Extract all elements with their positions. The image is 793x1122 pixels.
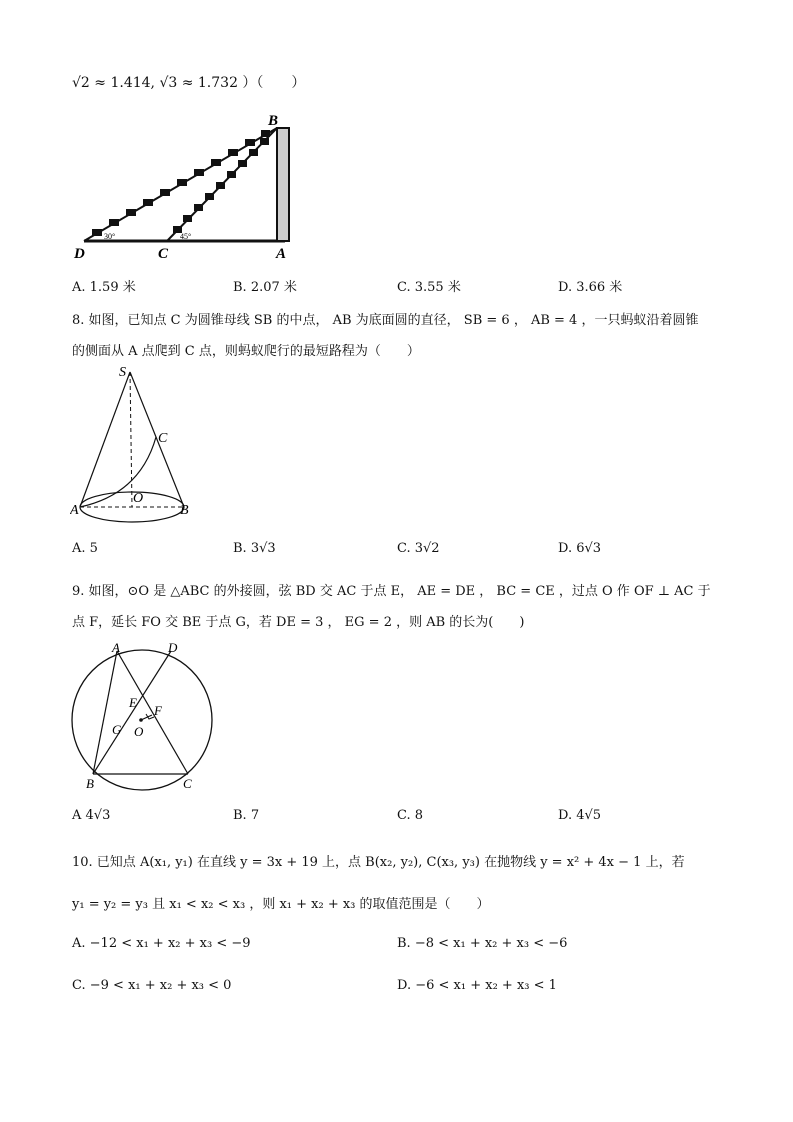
q8-label-A: A xyxy=(70,503,79,518)
q10-option-c: C. −9 < x₁ + x₂ + x₃ < 0 xyxy=(72,978,232,993)
q8-stem-line2: 的侧面从 A 点爬到 C 点，则蚂蚁爬行的最短路程为（ ） xyxy=(72,344,420,359)
q8-option-b: B. 3√3 xyxy=(233,541,276,556)
q7-option-a: A. 1.59 米 xyxy=(72,280,136,295)
q10-option-b: B. −8 < x₁ + x₂ + x₃ < −6 xyxy=(397,936,568,951)
q9-label-F: F xyxy=(154,703,162,718)
q9-label-A: A xyxy=(112,640,120,655)
q7-label-A: A xyxy=(276,246,287,262)
q9-circle-figure xyxy=(66,638,218,793)
q9-label-O: O xyxy=(134,724,144,739)
q8-option-c: C. 3√2 xyxy=(397,541,440,556)
q9-label-C: C xyxy=(183,776,192,791)
q8-label-B: B xyxy=(180,503,189,518)
q10-option-d: D. −6 < x₁ + x₂ + x₃ < 1 xyxy=(397,978,557,993)
q9-label-E: E xyxy=(129,695,137,710)
q8-label-O: O xyxy=(133,491,144,506)
q7-option-d: D. 3.66 米 xyxy=(558,280,623,295)
q7-label-B: B xyxy=(268,113,279,129)
q7-angle-30: 30° xyxy=(104,232,116,241)
q8-cone-figure xyxy=(70,362,200,527)
q8-stem-line1: 8. 如图，已知点 C 为圆锥母线 SB 的中点， AB 为底面圆的直径， SB = 6 ， AB = 4 ，一只蚂蚁沿着圆锥 xyxy=(72,313,699,328)
q9-stem-line1: 9. 如图，⊙O 是 △ABC 的外接圆，弦 BD 交 AC 于点 E， AE = DE ， BC = CE ，过点 O 作 OF ⊥ AC 于 xyxy=(72,584,711,599)
q7-label-C: C xyxy=(158,246,169,262)
q8-label-C: C xyxy=(158,431,168,446)
q9-label-B: B xyxy=(86,776,94,791)
q8-label-S: S xyxy=(119,365,126,380)
q10-option-a: A. −12 < x₁ + x₂ + x₃ < −9 xyxy=(72,936,251,951)
q8-option-d: D. 6√3 xyxy=(558,541,602,556)
q7-stairs-figure xyxy=(72,108,302,268)
q9-option-c: C. 8 xyxy=(397,808,424,823)
q7-option-c: C. 3.55 米 xyxy=(397,280,461,295)
q9-label-G: G xyxy=(112,722,122,737)
q9-label-D: D xyxy=(168,640,178,655)
q7-angle-45: 45° xyxy=(180,232,192,241)
q9-option-b: B. 7 xyxy=(233,808,260,823)
q9-option-d: D. 4√5 xyxy=(558,808,602,823)
q9-option-a: A 4√3 xyxy=(72,808,111,823)
q7-label-D: D xyxy=(74,246,85,262)
q7-hint: √2 ≈ 1.414, √3 ≈ 1.732 ）（ ） xyxy=(72,75,306,91)
q7-option-b: B. 2.07 米 xyxy=(233,280,297,295)
q8-option-a: A. 5 xyxy=(72,541,98,556)
q10-stem-line1: 10. 已知点 A(x₁, y₁) 在直线 y = 3x + 19 上，点 B(x₂, y₂), C(x₃, y₃) 在抛物线 y = x² + 4x − 1 上，若 xyxy=(72,855,685,870)
q10-stem-line2: y₁ = y₂ = y₃ 且 x₁ < x₂ < x₃ ，则 x₁ + x₂ + x₃ 的取值范围是（ ） xyxy=(72,897,490,912)
q9-stem-line2: 点 F，延长 FO 交 BE 于点 G，若 DE = 3 ， EG = 2 ，则 AB 的长为( ) xyxy=(72,615,525,630)
